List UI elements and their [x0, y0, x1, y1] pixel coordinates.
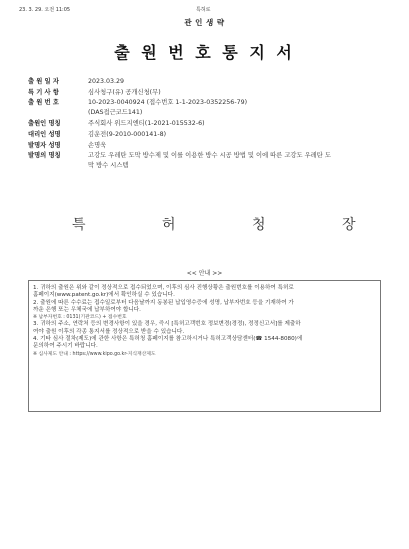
print-timestamp: 23. 3. 29. 오전 11:05: [19, 7, 71, 13]
application-number-line1: 10-2023-0040924 (접수번호 1-1-2023-0352256-79): [88, 99, 248, 106]
print-header: [0, 6, 409, 16]
application-info: [28, 76, 388, 171]
commissioner-char: 청: [252, 217, 266, 233]
notice-heading: << 안내 >>: [186, 270, 223, 277]
info-value: 손명욱: [88, 142, 107, 149]
print-page-title: 특허로: [196, 7, 211, 13]
info-value: 2023.03.29: [88, 78, 125, 85]
info-label: 출 원 일 자: [28, 78, 59, 85]
info-label: 특 기 사 항: [28, 89, 59, 96]
info-value: [88, 98, 388, 118]
notice-box: [28, 280, 381, 412]
info-row-matters: [28, 87, 388, 98]
invention-title-line2: 막 방수 시스템: [88, 162, 129, 169]
info-row-agent: [28, 129, 388, 140]
info-value: 김운전(9-2010-000141-8): [88, 131, 167, 138]
notice-item-4-note: ※ 심사제도 안내 : https://www.kipo.go.kr-지식재산제도: [33, 351, 156, 357]
info-row-application-number: [28, 98, 388, 118]
notice-item-1-line1: 1. 귀하의 출원은 위와 같이 정상적으로 접수되었으며, 이후의 심사 진행상황은 출원번호를 이용하여 특허로: [33, 285, 294, 291]
info-label: 출 원 번 호: [28, 99, 59, 106]
notice-item-3-line1: 3. 귀하의 주소, 연락처 등의 변경사항이 있을 경우, 즉시 [특허고객번호 정보변경(경정), 정정신고서]를 제출하: [33, 321, 301, 328]
notice-item-2-line2: 까운 은행 또는 우체국에 납부하여야 합니다.: [33, 306, 141, 313]
info-value: 주식회사 위드지엔티(1-2021-015532-6): [88, 120, 205, 127]
info-value: [88, 151, 388, 171]
commissioner-char: 허: [162, 217, 176, 233]
info-label: 대리인 성명: [28, 131, 61, 138]
notice-item-4-line1: 4. 기타 심사 절차(제도)에 관한 사항은 특허청 홈페이지를 참고하시거나 특허고객상담센터(☎ 1544-8080)에: [33, 336, 303, 343]
notice-item-2-note: ※ 납부자번호 : 0131(기관코드) + 접수번호: [33, 315, 127, 321]
notice-item-2-line1: 2. 출원에 따른 수수료는 접수일로부터 다음날까지 동봉된 납입영수증에 성명, 납부자번호 등을 기재하여 가: [33, 299, 294, 306]
notice-item-1-line2: 홈페이지(www.patent.go.kr)에서 확인하실 수 있습니다.: [33, 292, 175, 299]
info-row-invention-title: [28, 151, 388, 171]
info-label: 출원인 명칭: [28, 120, 61, 127]
info-label: 발명자 성명: [28, 142, 61, 149]
document-title: 출 원 번 호 통 지 서: [114, 43, 295, 62]
commissioner-char: 장: [342, 217, 356, 233]
info-label: 발명의 명칭: [28, 152, 61, 159]
info-value: 심사청구(유) 공개신청(무): [88, 89, 161, 96]
commissioner-title: [60, 214, 360, 244]
seal-omitted-stamp: 관 인 생 략: [184, 18, 225, 27]
commissioner-char: 특: [72, 217, 86, 233]
info-row-filing-date: [28, 76, 388, 87]
info-row-inventor: [28, 140, 388, 151]
notice-item-4-line2: 문의하여 주시기 바랍니다.: [33, 343, 98, 350]
info-row-applicant: [28, 118, 388, 129]
notice-item-3-line2: 여야 출원 이후의 각종 통지서를 정상적으로 받을 수 있습니다.: [33, 328, 185, 335]
application-number-line2: (DAS접근코드141): [88, 109, 143, 116]
invention-title-line1: 고강도 우레탄 도막 방수제 및 이를 이용한 방수 시공 방법 및 이에 따른 고강도 우레탄 도: [88, 152, 331, 159]
